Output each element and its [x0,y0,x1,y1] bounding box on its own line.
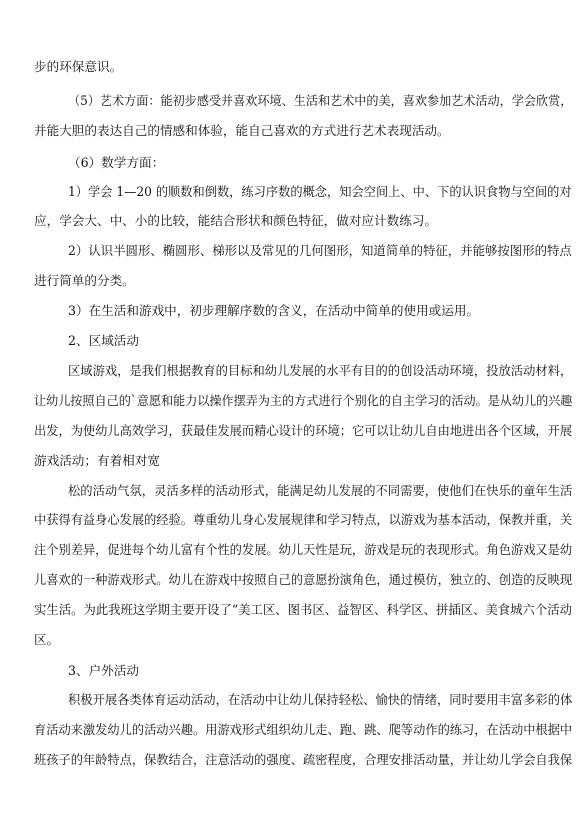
text-line: 中获得有益身心发展的经验。尊重幼儿身心发展规律和学习特点，以游戏为基本活动，保教并重，关 [34,512,573,527]
section-heading: 3、户外活动 [68,663,139,678]
text-line: 步的环保意识。 [34,59,123,74]
text-line: 区域游戏，是我们根据教育的目标和幼儿发展的水平有目的的创设活动环境，投放活动材料， [68,363,573,378]
text-line: 育活动来激发幼儿的活动兴趣。用游戏形式组织幼儿走、跑、跳、爬等动作的练习，在活动中根据中 [34,722,573,737]
text-line: 2）认识半圆形、椭圆形、梯形以及常见的几何图形，知道简单的特征，并能够按图形的特点 [68,243,572,258]
text-line: 注个别差异，促进每个幼儿富有个性的发展。幼儿天性是玩，游戏是玩的表现形式。角色游戏又是幼 [34,542,573,557]
text-line: 儿喜欢的一种游戏形式。幼儿在游戏中按照自己的意愿扮演角色，通过模仿，独立的、创造的反映现 [34,572,573,587]
text-line: 应，学会大、中、小的比较，能结合形状和颜色特征，做对应计数练习。 [34,213,437,228]
text-line: （6）数学方面： [68,155,165,170]
text-line: （5）艺术方面：能初步感受并喜欢环境、生活和艺术中的美，喜欢参加艺术活动，学会欣赏， [68,93,573,108]
text-line: 松的活动气氛，灵活多样的活动形式，能满足幼儿发展的不同需要，使他们在快乐的童年生活 [68,483,573,498]
text-line: 实生活。为此我班这学期主要开设了“美工区、图书区、益智区、科学区、拼插区、美食城六个活动 [34,602,573,617]
text-line: 区。 [34,632,60,647]
text-line: 游戏活动；有着相对宽 [34,453,160,468]
section-heading: 2、区域活动 [68,333,139,348]
text-line: 1）学会 1—20 的顺数和倒数，练习序数的概念，知会空间上、中、下的认识食物与空间的对 [68,184,572,199]
text-line: 班孩子的年龄特点，保教结合，注意活动的强度、疏密程度，合理安排活动量，并让幼儿学会自我保 [34,752,573,767]
text-line: 进行简单的分类。 [34,273,135,288]
text-line: 并能大胆的表达自己的情感和体验，能自己喜欢的方式进行艺术表现活动。 [34,123,450,138]
text-line: 出发，为使幼儿高效学习，获最佳发展而精心设计的环境；它可以让幼儿自由地进出各个区域，开展 [34,423,573,438]
text-line: 让幼儿按照自己的`意愿和能力以操作摆弄为主的方式进行个别化的自主学习的活动。是从幼儿的兴趣 [34,393,573,408]
text-line: 3）在生活和游戏中，初步理解序数的含义，在活动中简单的使用或运用。 [68,303,480,318]
text-line: 积极开展各类体育运动活动，在活动中让幼儿保持轻松、愉快的情绪，同时要用丰富多彩的体 [68,692,573,707]
